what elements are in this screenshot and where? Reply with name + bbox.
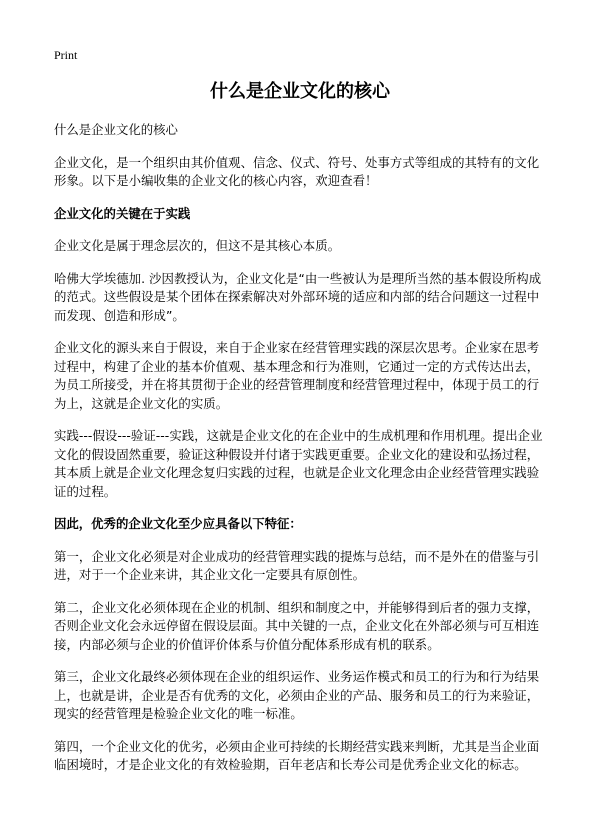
feature-paragraph: 第一，企业文化必须是对企业成功的经营管理实践的提炼与总结，而不是外在的借鉴与引进，对于一个企业来讲，其企业文化一定要具有原创性。: [54, 548, 540, 582]
feature-paragraph: 第三，企业文化最终必须体现在企业的组织运作、业务运作模式和员工的行为和行为结果上，也就是讲，企业是否有优秀的文化，必须由企业的产品、服务和员工的行为来验证，现实的经营管理是检验企业文化的唯一标准。: [54, 669, 540, 721]
print-link[interactable]: Print: [54, 48, 78, 62]
paragraph: 企业文化的源头来自于假设，来自于企业家在经营管理实践的深层次思考。企业家在思考过程中，构建了企业的基本价值观、基本理念和行为准则，它通过一定的方式传达出去，为员工所接受，并在将其贯彻于企业的经营管理制度和经营管理过程中，体现于员工的行为上，这就是企业文化的实质。: [54, 340, 540, 411]
feature-paragraph: 第二，企业文化必须体现在企业的机制、组织和制度之中，并能够得到后者的强力支撑，否则企业文化会永远停留在假设层面。其中关键的一点，企业文化在外部必须与可互相连接，内部必须与企业的价值评价体系与价值分配体系形成有机的联系。: [54, 599, 540, 652]
article-subtitle: 什么是企业文化的核心: [54, 122, 178, 137]
section-heading-practice: 企业文化的关键在于实践: [54, 205, 191, 221]
paragraph: 哈佛大学埃德加. 沙因教授认为，企业文化是“由一些被认为是理所当然的基本假设所构成的范式。这些假设是某个团体在探索解决对外部环境的适应和内部的结合问题这一过程中而发现、创造和形成”。: [54, 270, 542, 323]
article-body: [54, 121, 550, 789]
paragraph: 实践---假设---验证---实践，这就是企业文化的在企业中的生成机理和作用机理。提出企业文化的假设固然重要，验证这种假设并付诸于实践更重要。企业文化的建设和弘扬过程，其本质上就是企业文化理念复归实践的过程，也就是企业文化理念由企业经营管理实践验证的过程。: [54, 428, 543, 499]
paragraph: 企业文化是属于理念层次的，但这不是其核心本质。: [54, 238, 341, 253]
section-heading-features: 因此，优秀的企业文化至少应具备以下特征：: [54, 516, 302, 531]
feature-paragraph: 第四，一个企业文化的优劣，必须由企业可持续的长期经营实践来判断，尤其是当企业面临困境时，才是企业文化的有效检验期，百年老店和长寿公司是优秀企业文化的标志。: [54, 738, 540, 772]
page-title: 什么是企业文化的核心: [210, 81, 390, 102]
intro-paragraph: 企业文化，是一个组织由其价值观、信念、仪式、符号、处事方式等组成的其特有的文化形象。以下是小编收集的企业文化的核心内容，欢迎查看！: [54, 154, 540, 188]
